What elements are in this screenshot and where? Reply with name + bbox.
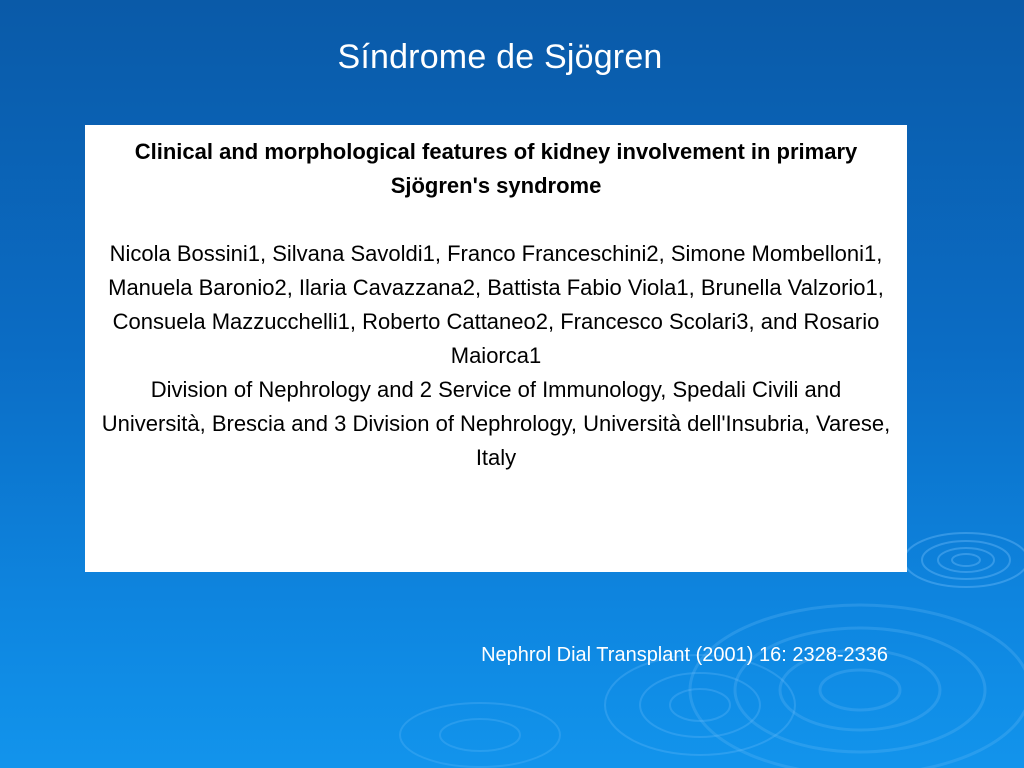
author-list: Nicola Bossini1, Silvana Savoldi1, Franco Franceschini2, Simone Mombelloni1, Manuela Baronio2, Ilaria Cavazzana2, Battista Fabio Viola1, Brunella Valzorio1, Consuela Mazzucchelli1, Roberto Cattaneo2, Francesco Scolari3, and Rosario Maiorca1 bbox=[108, 241, 884, 368]
slide-title: Síndrome de Sjögren bbox=[337, 38, 663, 76]
paper-title: Clinical and morphological features of kidney involvement in primary Sjögren's syndrome bbox=[134, 139, 858, 198]
citation-box bbox=[85, 125, 907, 572]
affiliation: Division of Nephrology and 2 Service of Immunology, Spedali Civili and Università, Brescia and 3 Division of Nephrology, Università dell'Insubria, Varese, Italy bbox=[101, 377, 891, 470]
journal-reference: Nephrol Dial Transplant (2001) 16: 2328-2336 bbox=[481, 644, 888, 666]
